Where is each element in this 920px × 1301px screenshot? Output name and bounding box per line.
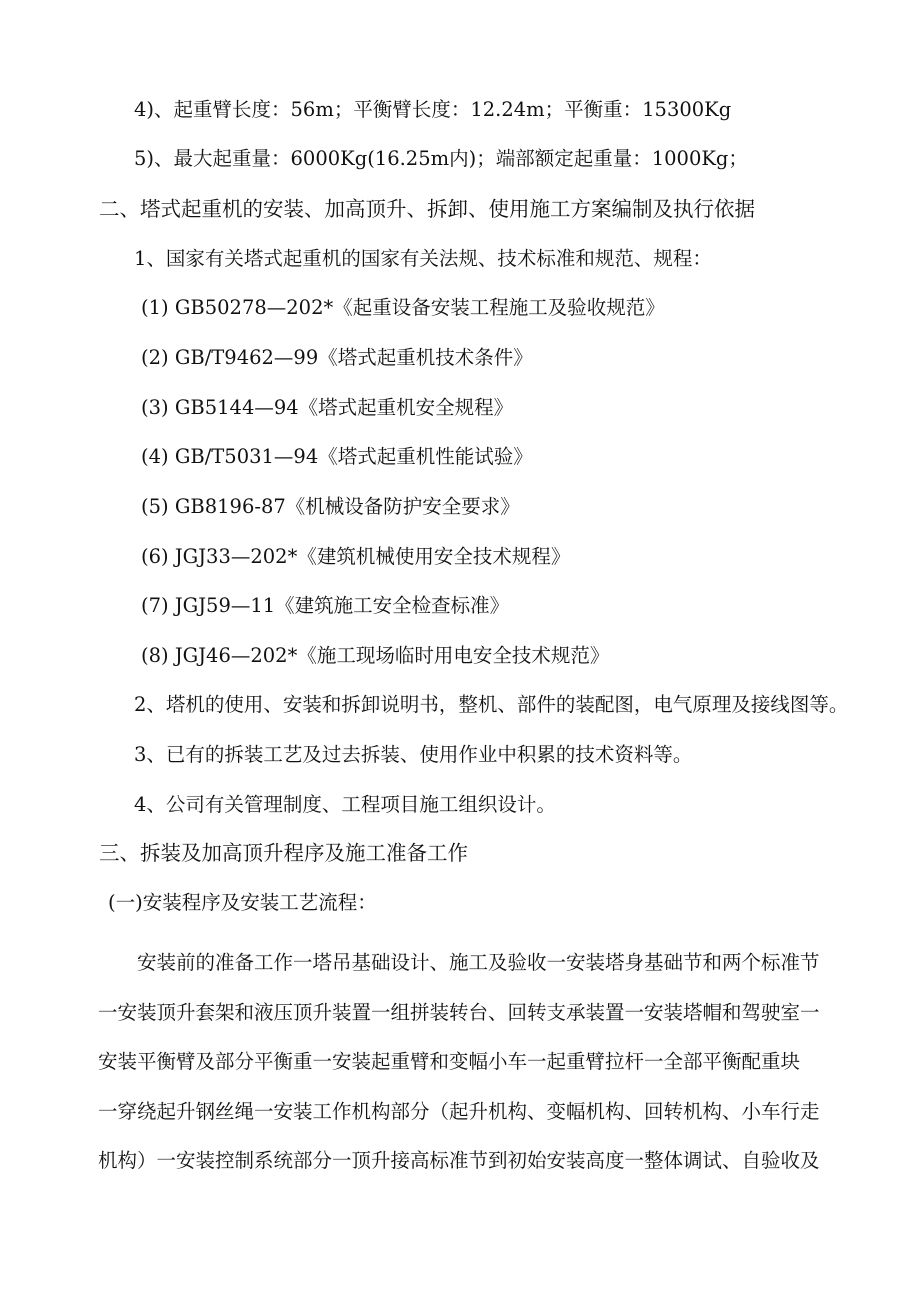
paragraph-line: 安装前的准备工作一塔吊基础设计、施工及验收一安装塔身基础节和两个标准节 [98, 951, 820, 974]
section-2-point-1: 1、国家有关塔式起重机的国家有关法规、技术标准和规范、规程： [134, 247, 712, 270]
reference-item: (1) GB50278—202*《起重设备安装工程施工及验收规范》 [141, 296, 665, 319]
reference-item: (5) GB8196-87《机械设备防护安全要求》 [141, 495, 520, 518]
installation-process-paragraph [98, 938, 838, 1186]
paragraph-line: 机构）一安装控制系统部分一顶升接高标准节到初始安装高度一整体调试、自验收及 [98, 1149, 820, 1172]
reference-item: (8) JGJ46—202*《施工现场临时用电安全技术规范》 [141, 644, 610, 667]
section-2-point-3: 3、已有的拆装工艺及过去拆装、使用作业中积累的技术资料等。 [134, 743, 693, 766]
reference-item: (2) GB/T9462—99《塔式起重机技术条件》 [141, 346, 533, 369]
item-5-load-specs: 5)、最大起重量：6000Kg(16.25m内)；端部额定起重量：1000Kg； [134, 147, 748, 170]
reference-item: (3) GB5144—94《塔式起重机安全规程》 [141, 396, 514, 419]
item-4-boom-specs: 4)、起重臂长度：56m；平衡臂长度：12.24m；平衡重：15300Kg [134, 98, 732, 121]
reference-item: (6) JGJ33—202*《建筑机械使用安全技术规程》 [141, 545, 571, 568]
section-2-point-2: 2、塔机的使用、安装和拆卸说明书，整机、部件的装配图，电气原理及接线图等。 [134, 693, 849, 716]
reference-item: (7) JGJ59—11《建筑施工安全检查标准》 [141, 594, 510, 617]
section-3-subheading: (一)安装程序及安装工艺流程： [108, 891, 377, 914]
paragraph-line: 一安装顶升套架和液压顶升装置一组拼装转台、回转支承装置一安装塔帽和驾驶室一 [98, 1000, 820, 1024]
paragraph-line: 一穿绕起升钢丝绳一安装工作机构部分（起升机构、变幅机构、回转机构、小车行走 [98, 1099, 820, 1123]
paragraph-line: 安装平衡臂及部分平衡重一安装起重臂和变幅小车一起重臂拉杆一全部平衡配重块 [98, 1050, 801, 1073]
section-3-heading: 三、拆装及加高顶升程序及施工准备工作 [99, 841, 468, 865]
reference-item: (4) GB/T5031—94《塔式起重机性能试验》 [141, 445, 533, 468]
section-2-point-4: 4、公司有关管理制度、工程项目施工组织设计。 [134, 793, 556, 816]
section-2-heading: 二、塔式起重机的安装、加高顶升、拆卸、使用施工方案编制及执行依据 [99, 197, 755, 221]
